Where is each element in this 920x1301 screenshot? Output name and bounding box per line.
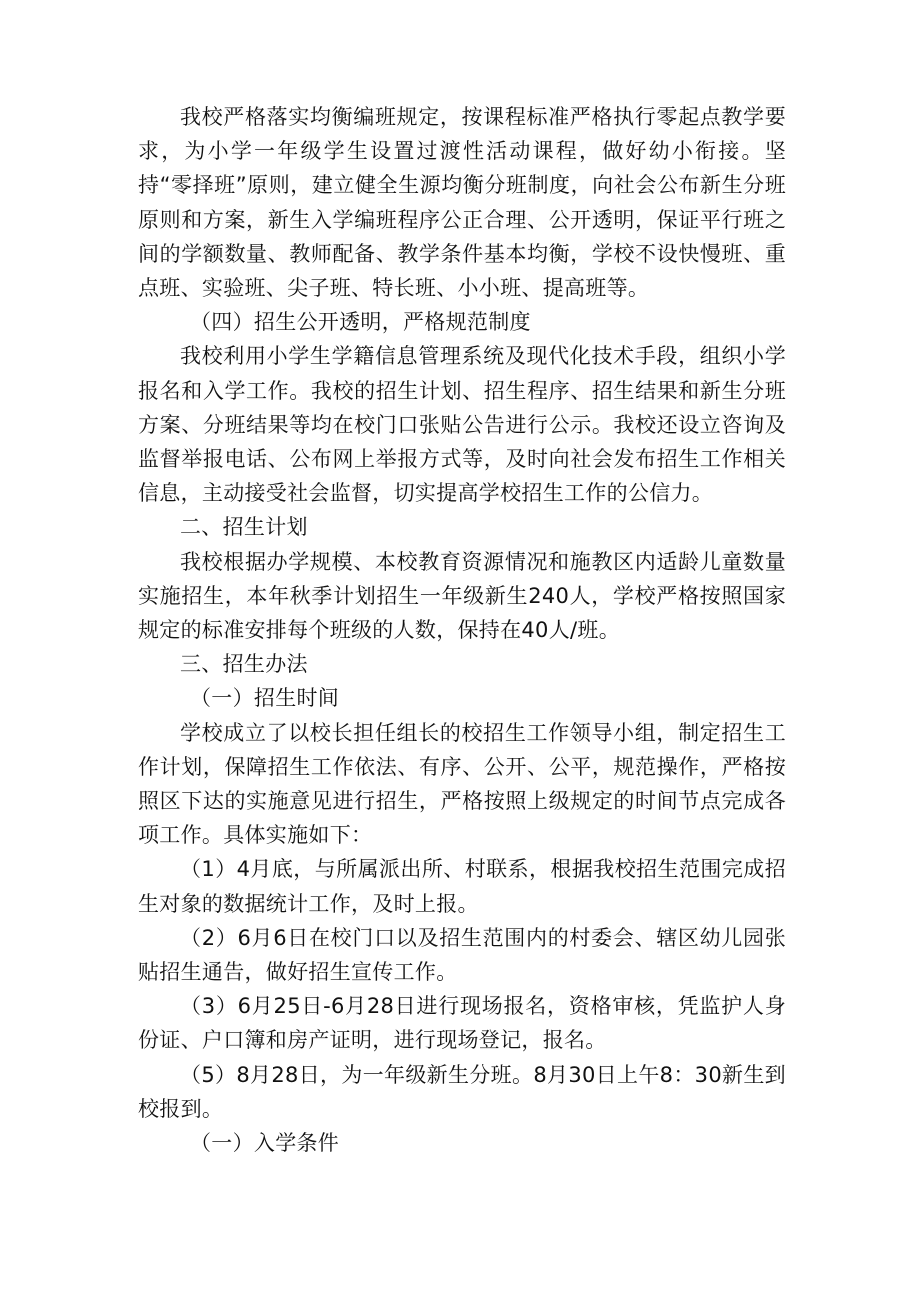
- subheading-admission-transparency: （四）招生公开透明，严格规范制度: [190, 310, 531, 335]
- document-page: [138, 100, 786, 1160]
- list-item-3: （3）6月25日-6月28日进行现场报名，资格审核，凭监护人身份证、户口簿和房产证明，进行现场登记，报名。: [138, 994, 786, 1053]
- section-heading-enrollment-method: 三、招生办法: [180, 652, 308, 677]
- list-item-5: （5）8月28日，为一年级新生分班。8月30日上午8：30新生到校报到。: [138, 1062, 786, 1121]
- paragraph-enrollment-plan: 我校根据办学规模、本校教育资源情况和施教区内适龄儿童数量实施招生，本年秋季计划招生一年级新生240人，学校严格按照国家规定的标准安排每个班级的人数，保持在40人/班。: [138, 549, 786, 643]
- subheading-enrollment-time: （一）招生时间: [190, 686, 340, 711]
- paragraph-class-balance: 我校严格落实均衡编班规定，按课程标准严格执行零起点教学要求，为小学一年级学生设置过渡性活动课程，做好幼小衔接。坚持“零择班”原则，建立健全生源均衡分班制度，向社会公布新生分班原则和方案，新生入学编班程序公正合理、公开透明，保证平行班之间的学额数量、教师配备、教学条件基本均衡，学校不设快慢班、重点班、实验班、尖子班、特长班、小小班、提高班等。: [138, 105, 786, 301]
- list-item-2: （2）6月6日在校门口以及招生范围内的村委会、辖区幼儿园张贴招生通告，做好招生宣传工作。: [138, 925, 786, 985]
- paragraph-admission-transparency: 我校利用小学生学籍信息管理系统及现代化技术手段，组织小学报名和入学工作。我校的招生计划、招生程序、招生结果和新生分班方案、分班结果等均在校门口张贴公告进行公示。我校还设立咨询及监督举报电话、公布网上举报方式等，及时向社会发布招生工作相关信息，主动接受社会监督，切实提高学校招生工作的公信力。: [138, 344, 786, 506]
- paragraph-enrollment-time: 学校成立了以校长担任组长的校招生工作领导小组，制定招生工作计划，保障招生工作依法、有序、公开、公平，规范操作，严格按照区下达的实施意见进行招生，严格按照上级规定的时间节点完成各项工作。具体实施如下：: [138, 720, 786, 848]
- list-item-1: （1）4月底，与所属派出所、村联系，根据我校招生范围完成招生对象的数据统计工作，及时上报。: [138, 857, 786, 916]
- subheading-admission-conditions: （一）入学条件: [190, 1131, 340, 1156]
- section-heading-enrollment-plan: 二、招生计划: [180, 515, 308, 540]
